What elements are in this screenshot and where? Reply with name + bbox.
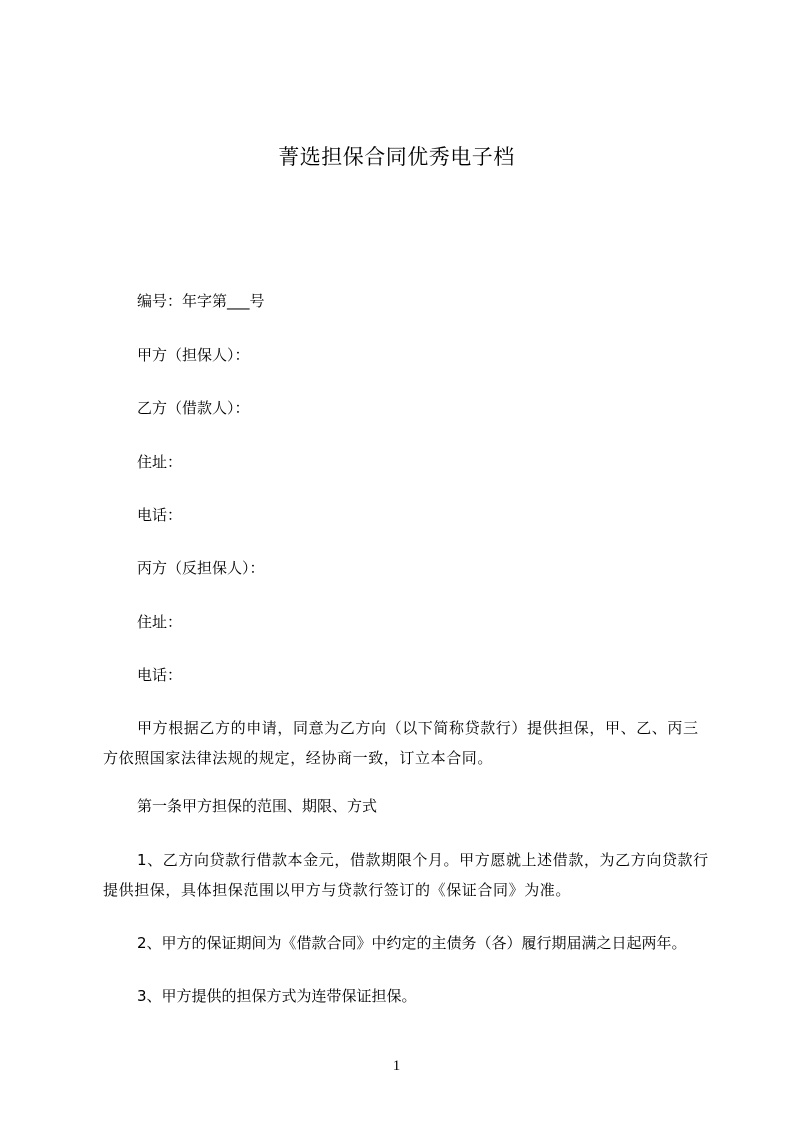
intro-paragraph: 甲方根据乙方的申请，同意为乙方向（以下简称贷款行）提供担保，甲、乙、丙三方依照国家法律法规的规定，经协商一致，订立本合同。 [103, 719, 699, 767]
party-b-address-field: 住址： [137, 453, 183, 471]
contract-number-field: 编号：年字第___号 [137, 292, 265, 310]
page-number: 1 [392, 1058, 401, 1074]
clause-2-paragraph: 2、甲方的保证期间为《借款合同》中约定的主债务（各）履行期届满之日起两年。 [137, 934, 687, 952]
clause-1-paragraph: 1、乙方向贷款行借款本金元，借款期限个月。甲方愿就上述借款，为乙方向贷款行提供担保，具体担保范围以甲方与贷款行签订的《保证合同》为准。 [103, 851, 709, 899]
document-title: 菁选担保合同优秀电子档 [278, 145, 515, 169]
article-1-heading: 第一条甲方担保的范围、期限、方式 [137, 797, 378, 815]
party-b-phone-field: 电话： [137, 506, 183, 524]
party-c-phone-field: 电话： [137, 666, 183, 684]
party-c-field: 丙方（反担保人）： [137, 559, 265, 577]
clause-3-paragraph: 3、甲方提供的担保方式为连带保证担保。 [137, 987, 417, 1005]
party-b-field: 乙方（借款人）： [137, 399, 250, 417]
party-c-address-field: 住址： [137, 613, 183, 631]
party-a-field: 甲方（担保人）： [137, 346, 250, 364]
